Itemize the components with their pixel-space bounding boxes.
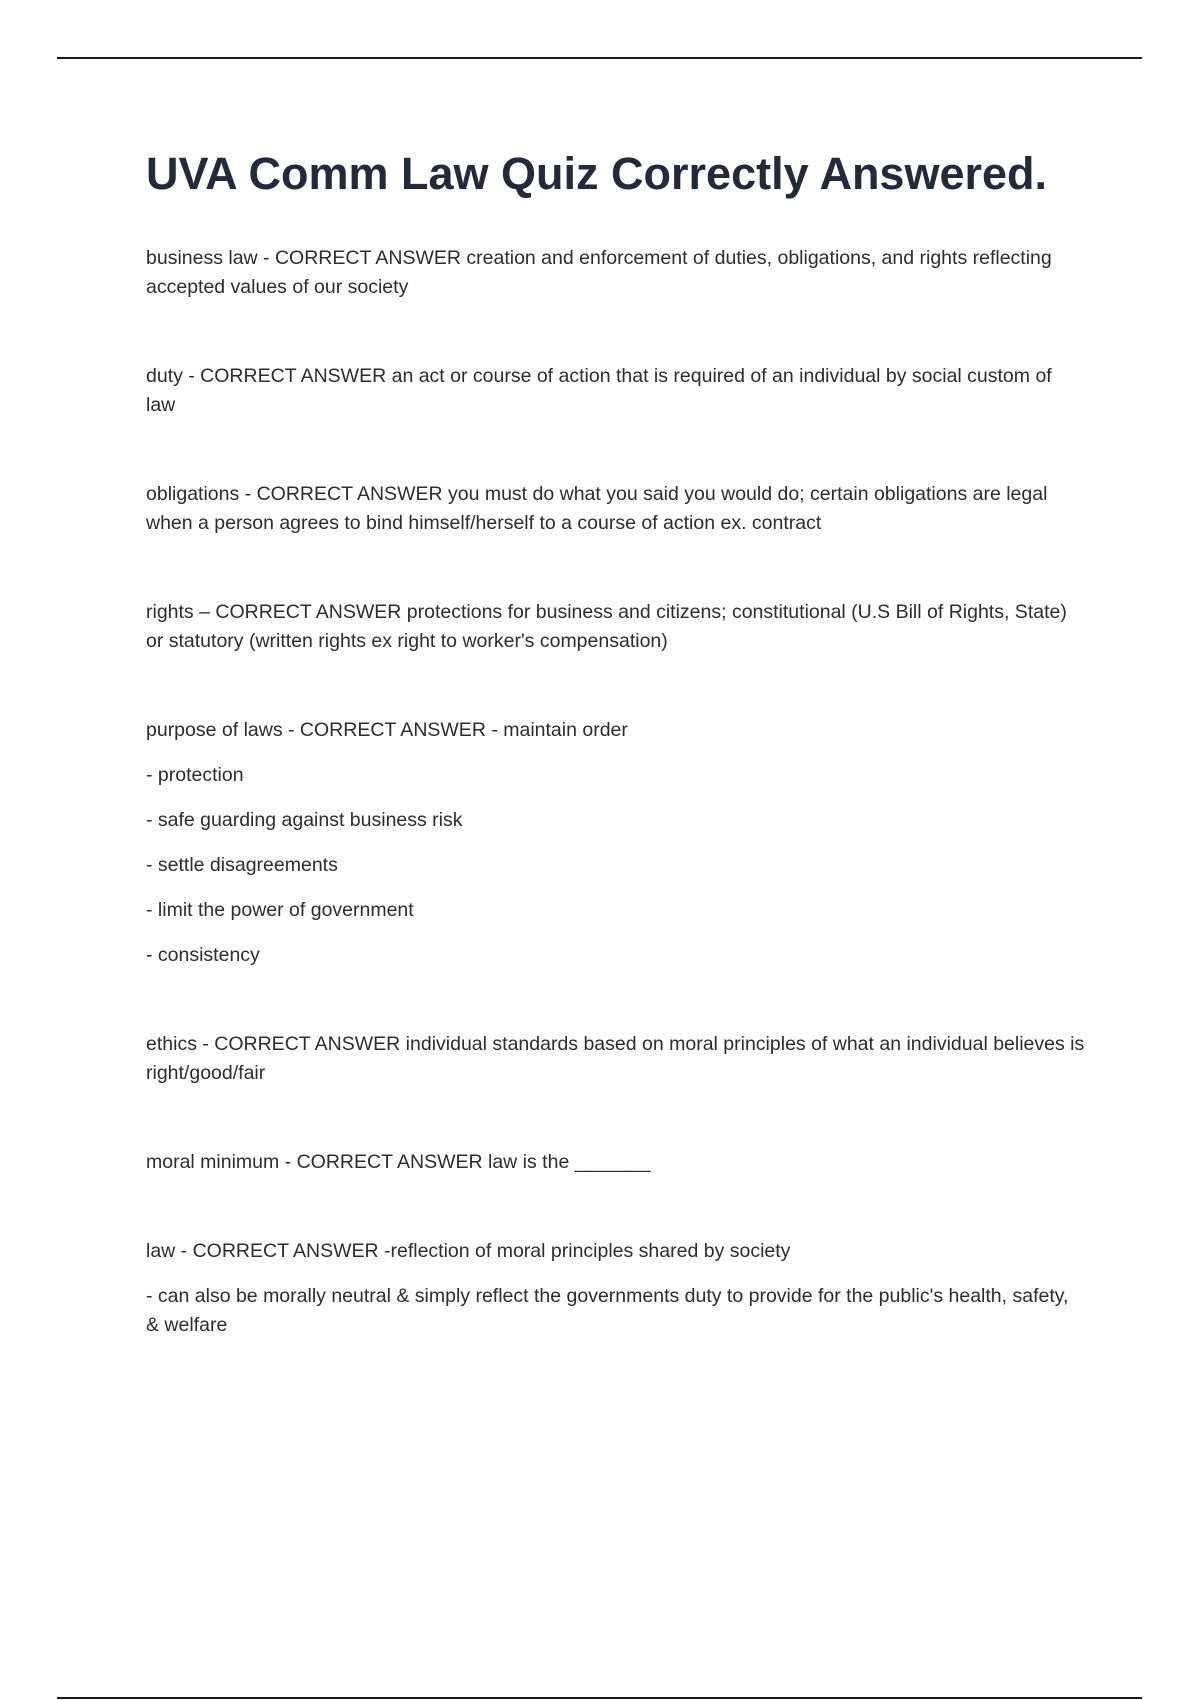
entry-bullet: - protection: [146, 764, 244, 786]
entry-text: duty - CORRECT ANSWER an act or course of action that is required of an individual by social custom of law: [146, 365, 1052, 416]
entry-text: purpose of laws - CORRECT ANSWER - maintain order: [146, 719, 628, 741]
qa-entry-rights: [146, 598, 1086, 656]
qa-entry-business-law: [146, 244, 1086, 302]
qa-entry-purpose-of-laws: [146, 716, 1086, 970]
top-divider: [57, 57, 1142, 59]
entry-text: moral minimum - CORRECT ANSWER law is the _______: [146, 1151, 651, 1173]
entry-text: ethics - CORRECT ANSWER individual standards based on moral principles of what an individual believes is right/good/fair: [146, 1033, 1085, 1084]
document-title: UVA Comm Law Quiz Correctly Answered.: [146, 148, 1048, 199]
document-body: [146, 146, 1086, 1340]
bottom-divider: [57, 1697, 1142, 1699]
entry-text: law - CORRECT ANSWER -reflection of moral principles shared by society: [146, 1240, 791, 1262]
qa-entry-obligations: [146, 480, 1086, 538]
entry-bullet: - settle disagreements: [146, 854, 338, 876]
qa-entry-moral-minimum: [146, 1148, 1086, 1177]
qa-entry-ethics: [146, 1030, 1086, 1088]
entry-text: rights – CORRECT ANSWER protections for business and citizens; constitutional (U.S Bill of Rights, State) or statutory (written rights ex right to worker's compensation): [146, 601, 1067, 652]
entry-bullet: - can also be morally neutral & simply reflect the governments duty to provide for the public's health, safety, & welfare: [146, 1285, 1069, 1336]
qa-list: [146, 244, 1086, 1340]
entry-text: obligations - CORRECT ANSWER you must do what you said you would do; certain obligations are legal when a person agrees to bind himself/herself to a course of action ex. contract: [146, 483, 1048, 534]
qa-entry-law: [146, 1237, 1086, 1340]
entry-text: business law - CORRECT ANSWER creation and enforcement of duties, obligations, and rights reflecting accepted values of our society: [146, 247, 1052, 298]
entry-bullet: - consistency: [146, 944, 260, 966]
qa-entry-duty: [146, 362, 1086, 420]
entry-bullet: - limit the power of government: [146, 899, 414, 921]
entry-bullet: - safe guarding against business risk: [146, 809, 463, 831]
